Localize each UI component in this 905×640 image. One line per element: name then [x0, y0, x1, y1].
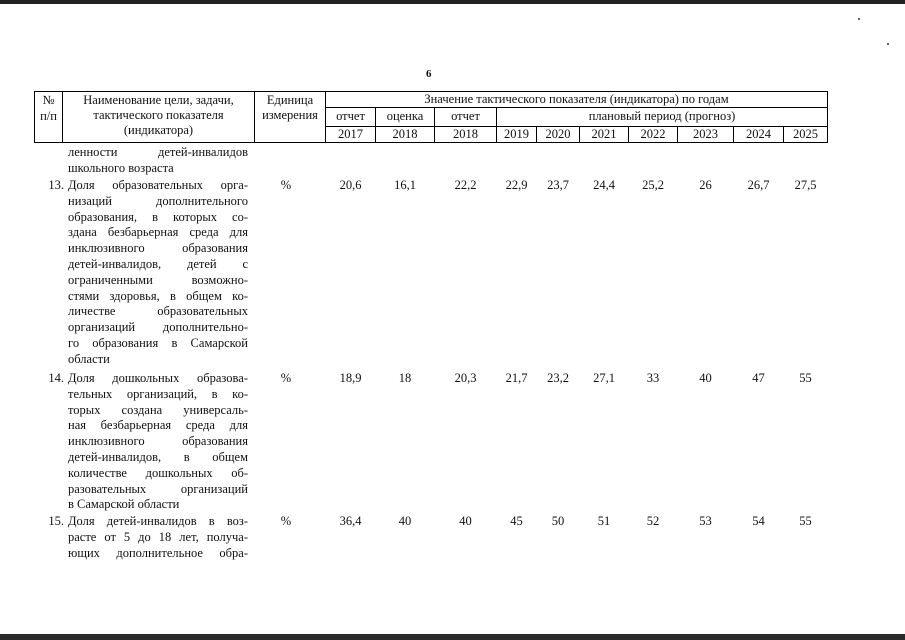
text-line: Доля образовательных орга-	[68, 178, 248, 192]
text-line: разовательных организаций	[68, 481, 248, 496]
value-cell: 54	[752, 514, 765, 528]
value-cell: 55	[799, 371, 812, 385]
scan-edge-top	[0, 0, 905, 4]
value-cell: 40	[398, 514, 412, 528]
value-cell: 40	[459, 514, 472, 528]
header-name-line1: Наименование цели, задачи,	[83, 93, 234, 107]
value-cell: 23,2	[547, 371, 569, 385]
header-unit-line2: измерения	[262, 108, 318, 122]
value-cell: 45	[510, 514, 523, 528]
header-line	[827, 91, 828, 143]
text-line: организаций дополнительно-	[68, 320, 248, 335]
header-year: 2020	[545, 127, 571, 141]
row-name	[68, 178, 248, 368]
text-line: тельных организаций, в ко-	[68, 386, 248, 401]
text-line: расте от 5 до 18 лет, получа-	[68, 529, 248, 544]
value-cell: 25,2	[642, 178, 664, 192]
header-year: 2021	[591, 127, 617, 141]
header-name-line2: тактического показателя	[93, 108, 224, 122]
text-line: области	[68, 351, 110, 366]
value-cell: 23,7	[547, 178, 569, 192]
scan-edge-bottom	[0, 634, 905, 640]
text-line: Доля дошкольных образова-	[68, 371, 248, 385]
header-year: 2018	[453, 127, 478, 141]
text-line: торых создана универсаль-	[68, 402, 248, 417]
value-cell: 36,4	[339, 514, 362, 528]
text-line: детей-инвалидов, в общем	[68, 449, 248, 464]
text-line: ная безбарьерная среда для	[68, 418, 248, 433]
value-cell: 26,7	[747, 178, 770, 192]
value-cell: 50	[551, 514, 565, 528]
row-unit: %	[280, 178, 292, 192]
value-cell: 22,9	[505, 178, 528, 192]
page-number: 6	[426, 68, 432, 80]
row-name	[68, 371, 248, 513]
value-cell: 47	[752, 371, 765, 385]
value-cell: 53	[699, 514, 712, 528]
text-line: количестве дошкольных об-	[68, 465, 248, 480]
value-cell: 21,7	[505, 371, 528, 385]
text-line: инклюзивного образования	[68, 241, 248, 256]
header-line	[325, 107, 828, 108]
header-num-line1: №	[42, 93, 55, 107]
text-line: образования, в которых со-	[68, 209, 248, 224]
header-sub-report2: отчет	[451, 109, 480, 123]
value-cell: 55	[799, 514, 812, 528]
text-line: инклюзивного образования	[68, 434, 248, 449]
scan-speck	[887, 43, 889, 45]
value-cell: 24,4	[593, 178, 615, 192]
header-year: 2019	[504, 127, 529, 141]
header-num-line2: п/п	[40, 109, 57, 123]
value-cell: 51	[597, 514, 611, 528]
value-cell: 20,3	[454, 371, 477, 385]
text-line: стями здоровья, в общем ко-	[68, 288, 248, 303]
header-sub-plan: плановый период (прогноз)	[588, 109, 736, 123]
header-unit-line1: Единица	[266, 93, 314, 107]
header-value-title: Значение тактического показателя (индикатора) по годам	[424, 92, 729, 106]
text-line: в Самарской области	[68, 497, 180, 512]
text-line: го образования в Самарской	[68, 335, 248, 350]
value-cell: 18,9	[339, 371, 362, 385]
value-cell: 33	[646, 371, 660, 385]
text-line: ограниченными возможно-	[68, 272, 248, 287]
text-line: Доля детей-инвалидов в воз-	[68, 514, 248, 528]
text-line: школьного возраста	[68, 160, 174, 175]
row-number: 14.	[48, 371, 64, 385]
value-cell: 52	[646, 514, 660, 528]
row-number: 15.	[48, 514, 64, 528]
value-cell: 18	[398, 371, 412, 385]
continuation-name	[68, 145, 248, 177]
header-year: 2022	[640, 127, 666, 141]
value-cell: 26	[699, 178, 712, 192]
text-line: личестве образовательных	[68, 304, 248, 319]
text-line: ющих дополнительное обра-	[68, 545, 248, 560]
value-cell: 40	[699, 371, 712, 385]
row-number: 13.	[48, 178, 64, 192]
row-name	[68, 514, 248, 561]
header-year: 2017	[338, 127, 363, 141]
header-year: 2023	[693, 127, 718, 141]
value-cell: 22,2	[454, 178, 477, 192]
value-cell: 27,1	[593, 371, 615, 385]
text-line: здана безбарьерная среда для	[68, 225, 248, 240]
header-name-line3: (индикатора)	[123, 123, 194, 137]
header-year: 2024	[746, 127, 771, 141]
header-line	[34, 142, 828, 143]
scan-speck	[858, 18, 860, 20]
table-header	[34, 91, 828, 143]
row-unit: %	[280, 371, 292, 385]
text-line: низаций дополнительного	[68, 193, 248, 208]
value-cell: 20,6	[339, 178, 362, 192]
value-cell: 16,1	[394, 178, 416, 192]
header-year: 2025	[793, 127, 818, 141]
header-sub-report: отчет	[336, 109, 365, 123]
text-line: детей-инвалидов, детей с	[68, 256, 248, 271]
value-cell: 27,5	[794, 178, 817, 192]
row-unit: %	[280, 514, 292, 528]
text-line: ленности детей-инвалидов	[68, 145, 248, 159]
header-year: 2018	[392, 127, 418, 141]
header-sub-estimate: оценка	[386, 109, 424, 123]
